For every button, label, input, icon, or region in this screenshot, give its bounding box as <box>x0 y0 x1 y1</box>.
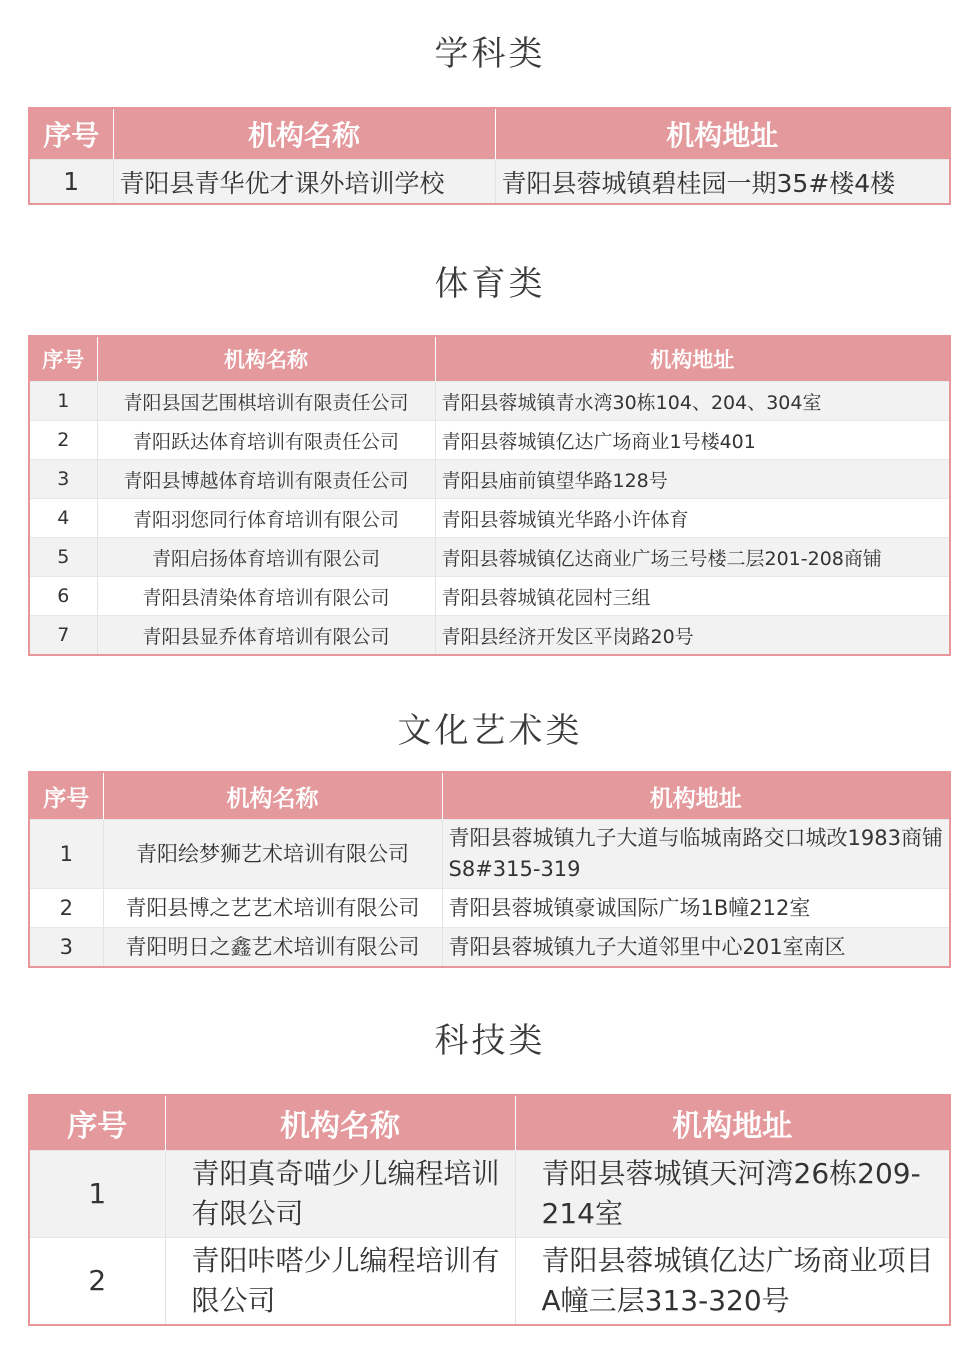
row-address: 青阳县蓉城镇天河湾26栋209-214室 <box>515 1151 950 1238</box>
table-row <box>29 928 950 968</box>
column-header-name: 机构名称 <box>165 1095 515 1151</box>
row-name: 青阳跃达体育培训有限责任公司 <box>97 421 435 460</box>
table-header-row <box>29 772 950 820</box>
row-address: 青阳县蓉城镇光华路小许体育 <box>435 499 950 538</box>
row-name: 青阳真奇喵少儿编程培训有限公司 <box>165 1151 515 1238</box>
table-row <box>29 421 950 460</box>
table-row <box>29 820 950 889</box>
row-address: 青阳县蓉城镇九子大道邻里中心201室南区 <box>442 928 950 968</box>
row-no: 7 <box>29 616 97 656</box>
row-no: 1 <box>29 160 113 205</box>
row-name: 青阳县青华优才课外培训学校 <box>113 160 495 205</box>
sports-table <box>28 335 951 656</box>
row-address: 青阳县蓉城镇花园村三组 <box>435 577 950 616</box>
column-header-address: 机构地址 <box>435 336 950 382</box>
row-address: 青阳县蓉城镇亿达商业广场三号楼二层201-208商铺 <box>435 538 950 577</box>
row-no: 6 <box>29 577 97 616</box>
table-row <box>29 616 950 656</box>
row-name: 青阳县清染体育培训有限公司 <box>97 577 435 616</box>
section-title-sports: 体育类 <box>434 264 546 304</box>
row-no: 1 <box>29 382 97 421</box>
column-header-name: 机构名称 <box>97 336 435 382</box>
row-address: 青阳县蓉城镇九子大道与临城南路交口城改1983商铺S8#315-319 <box>442 820 950 889</box>
row-name: 青阳明日之鑫艺术培训有限公司 <box>103 928 442 968</box>
row-address: 青阳县蓉城镇碧桂园一期35#楼4楼 <box>495 160 950 205</box>
column-header-no: 序号 <box>29 336 97 382</box>
row-address: 青阳县蓉城镇青水湾30栋104、204、304室 <box>435 382 950 421</box>
row-no: 1 <box>29 820 103 889</box>
column-header-address: 机构地址 <box>442 772 950 820</box>
column-header-address: 机构地址 <box>515 1095 950 1151</box>
table-header-row <box>29 108 950 160</box>
culture-art-table <box>28 771 951 968</box>
row-name: 青阳羽您同行体育培训有限公司 <box>97 499 435 538</box>
column-header-address: 机构地址 <box>495 108 950 160</box>
table-row <box>29 160 950 205</box>
row-name: 青阳启扬体育培训有限公司 <box>97 538 435 577</box>
column-header-no: 序号 <box>29 772 103 820</box>
table-row <box>29 499 950 538</box>
table-row <box>29 889 950 928</box>
row-name: 青阳县国艺围棋培训有限责任公司 <box>97 382 435 421</box>
table-header-row <box>29 336 950 382</box>
row-name: 青阳绘梦狮艺术培训有限公司 <box>103 820 442 889</box>
row-name: 青阳县博之艺艺术培训有限公司 <box>103 889 442 928</box>
row-name: 青阳县博越体育培训有限责任公司 <box>97 460 435 499</box>
table-header-row <box>29 1095 950 1151</box>
row-no: 2 <box>29 1238 165 1326</box>
row-no: 5 <box>29 538 97 577</box>
table-row <box>29 577 950 616</box>
table-row <box>29 382 950 421</box>
table-row <box>29 460 950 499</box>
section-title-subject: 学科类 <box>434 34 546 74</box>
row-address: 青阳县蓉城镇亿达广场商业1号楼401 <box>435 421 950 460</box>
column-header-no: 序号 <box>29 108 113 160</box>
table-row <box>29 538 950 577</box>
technology-table <box>28 1094 951 1326</box>
section-title-technology: 科技类 <box>434 1021 546 1061</box>
row-no: 3 <box>29 460 97 499</box>
table-row <box>29 1151 950 1238</box>
section-title-culture-art: 文化艺术类 <box>397 711 583 751</box>
row-address: 青阳县经济开发区平岗路20号 <box>435 616 950 656</box>
column-header-no: 序号 <box>29 1095 165 1151</box>
row-no: 2 <box>29 889 103 928</box>
column-header-name: 机构名称 <box>103 772 442 820</box>
row-no: 1 <box>29 1151 165 1238</box>
row-name: 青阳咔嗒少儿编程培训有限公司 <box>165 1238 515 1326</box>
row-name: 青阳县显乔体育培训有限公司 <box>97 616 435 656</box>
row-address: 青阳县蓉城镇亿达广场商业项目A幢三层313-320号 <box>515 1238 950 1326</box>
subject-table <box>28 107 951 205</box>
row-address: 青阳县庙前镇望华路128号 <box>435 460 950 499</box>
column-header-name: 机构名称 <box>113 108 495 160</box>
row-address: 青阳县蓉城镇豪诚国际广场1B幢212室 <box>442 889 950 928</box>
row-no: 3 <box>29 928 103 968</box>
row-no: 4 <box>29 499 97 538</box>
row-no: 2 <box>29 421 97 460</box>
table-row <box>29 1238 950 1326</box>
